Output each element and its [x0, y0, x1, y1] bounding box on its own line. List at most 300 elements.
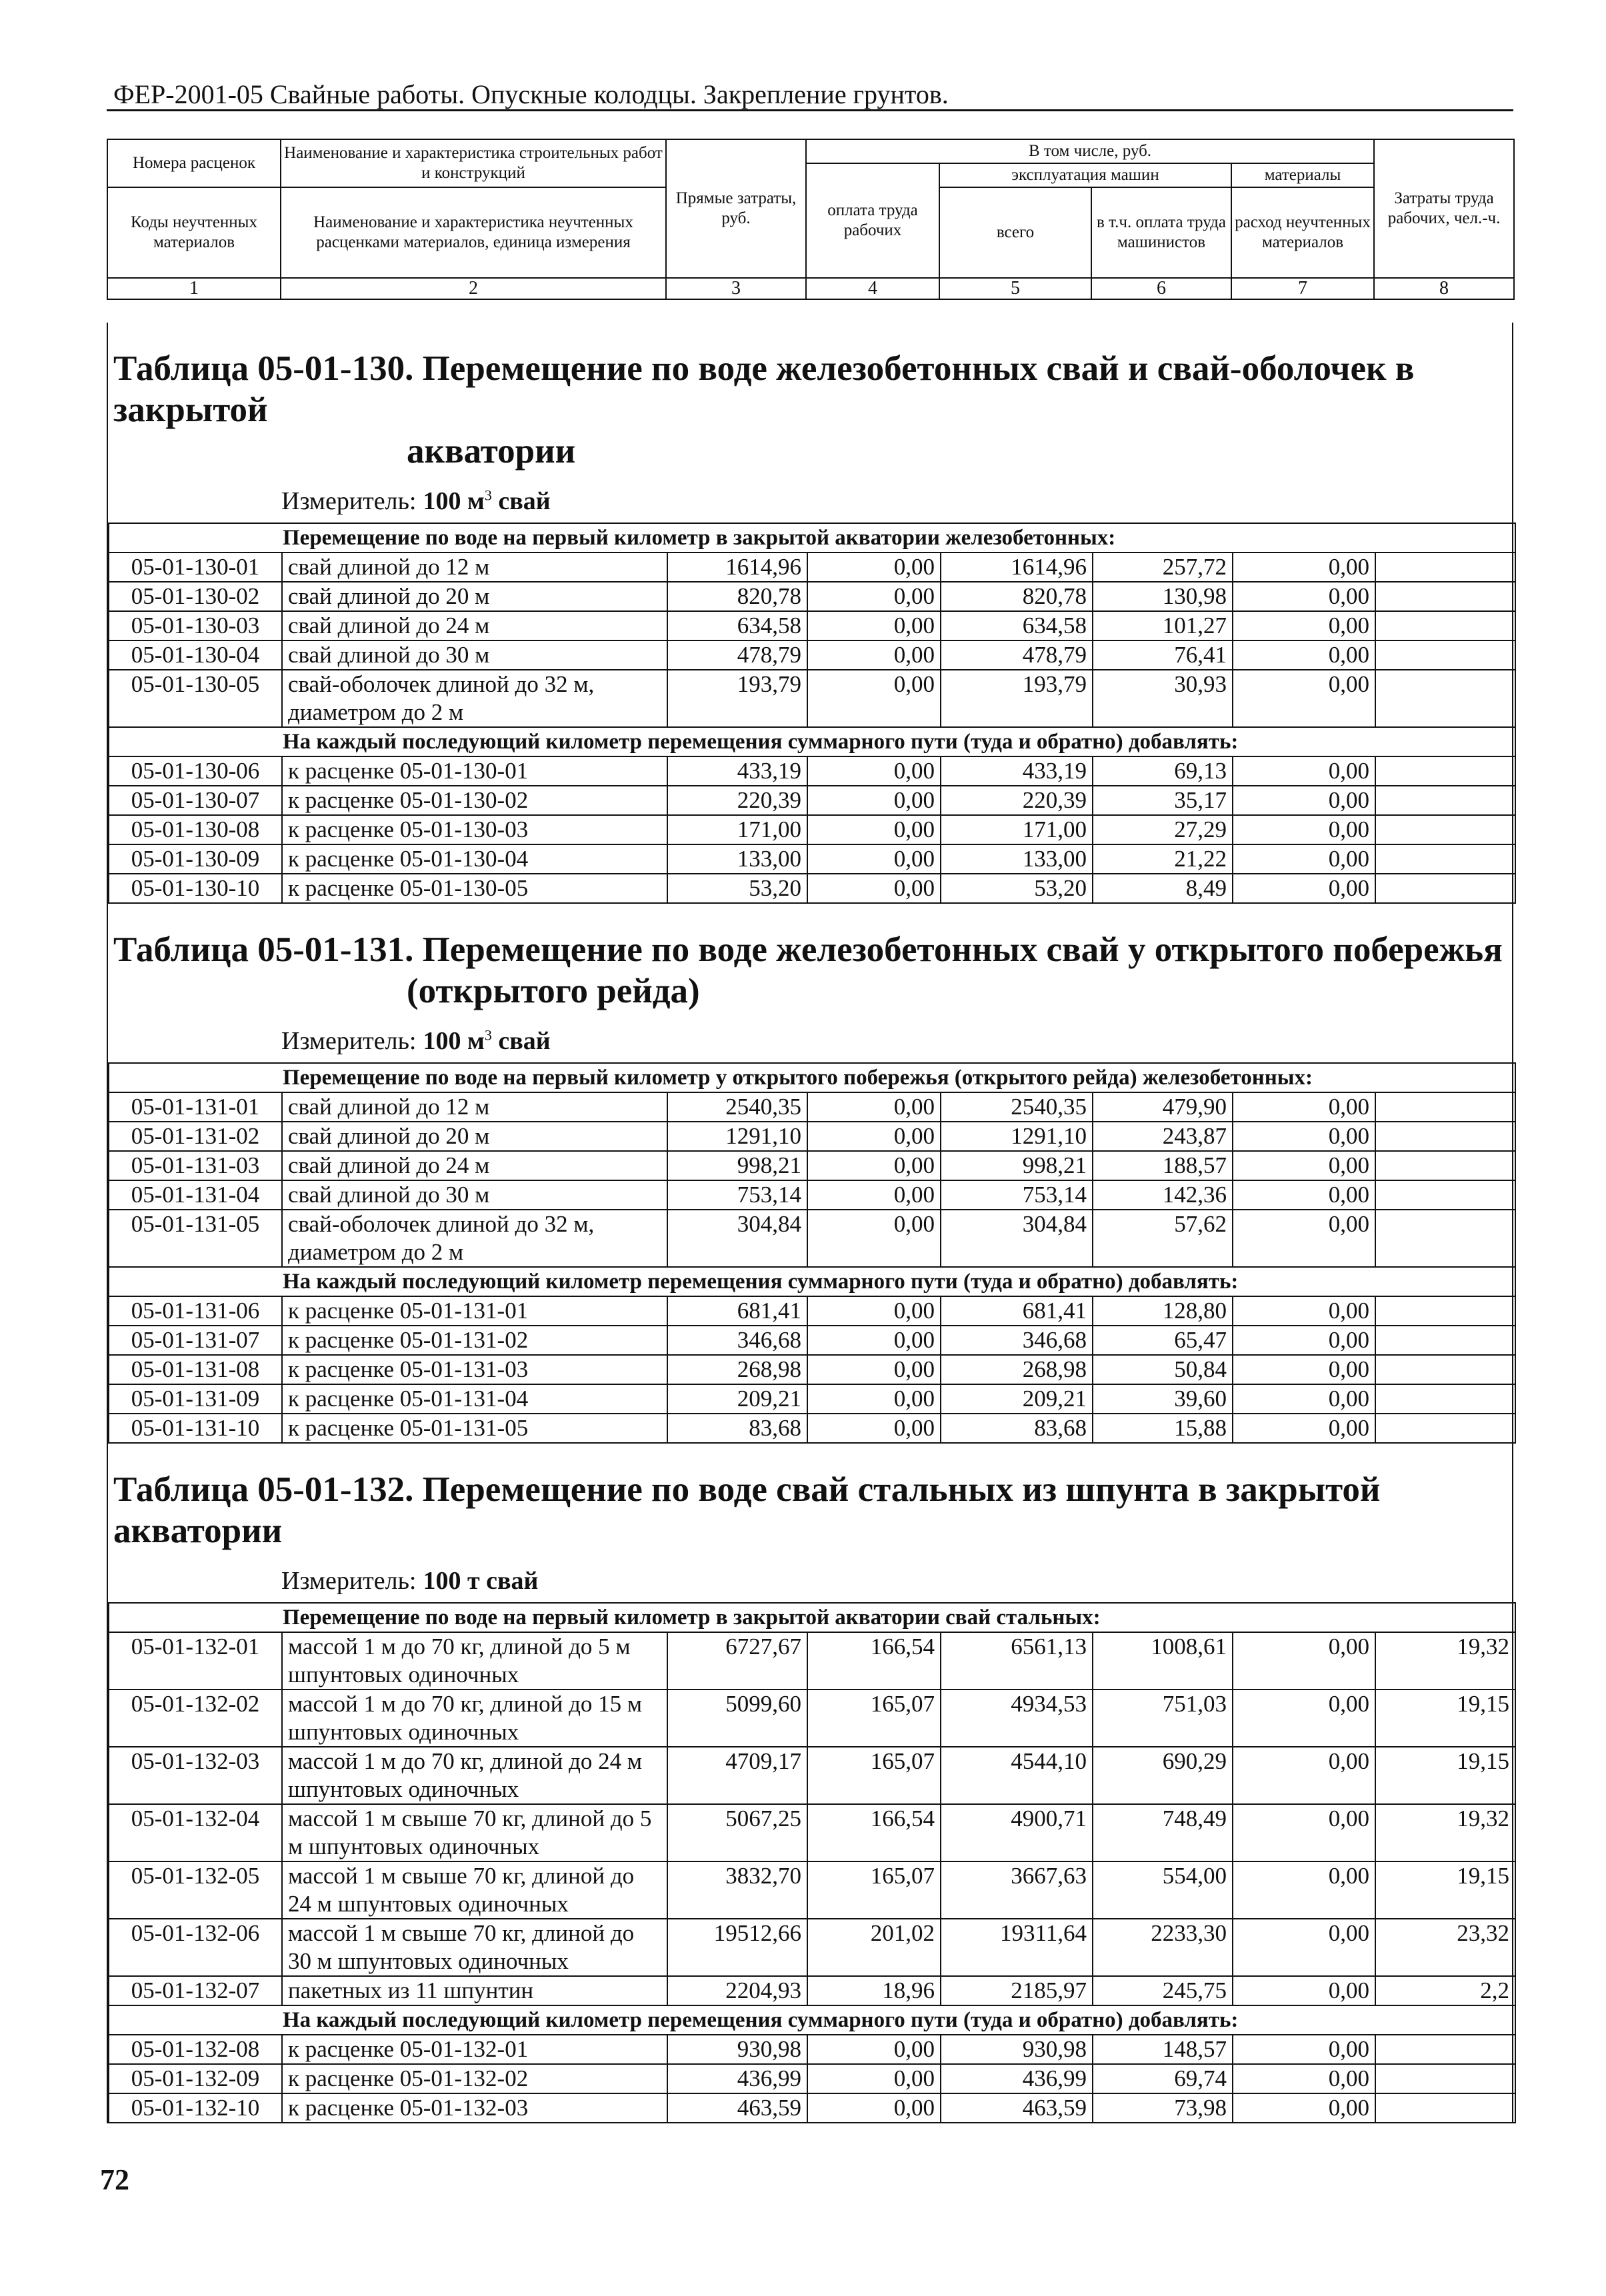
unit-label: Измеритель: — [281, 1567, 417, 1595]
workers-pay: 0,00 — [807, 553, 941, 582]
labor-hours: 2,2 — [1375, 1976, 1515, 2005]
work-name: массой 1 м свыше 70 кг, длиной до 24 м шпунтовых одиночных — [282, 1861, 667, 1919]
labor-hours — [1375, 1122, 1515, 1151]
rate-code: 05-01-130-05 — [109, 670, 282, 727]
rates-table — [108, 1062, 1516, 1444]
header-number: 7 — [1231, 278, 1374, 299]
work-name: к расценке 05-01-130-01 — [282, 756, 667, 786]
direct-costs: 6727,67 — [667, 1632, 807, 1690]
work-name: к расценке 05-01-131-02 — [282, 1326, 667, 1355]
direct-costs: 820,78 — [667, 582, 807, 611]
operators-pay: 69,13 — [1093, 756, 1233, 786]
work-name: к расценке 05-01-131-04 — [282, 1384, 667, 1414]
operators-pay: 748,49 — [1093, 1804, 1233, 1861]
rate-code: 05-01-131-10 — [109, 1414, 282, 1443]
table-row — [109, 1180, 1515, 1210]
operators-pay: 65,47 — [1093, 1326, 1233, 1355]
operators-pay: 148,57 — [1093, 2035, 1233, 2064]
materials-consumption: 0,00 — [1233, 1296, 1375, 1326]
work-name: массой 1 м до 70 кг, длиной до 24 м шпунтовых одиночных — [282, 1747, 667, 1804]
table-row — [109, 1747, 1515, 1804]
workers-pay: 0,00 — [807, 582, 941, 611]
direct-costs: 436,99 — [667, 2064, 807, 2093]
unit-of-measure — [108, 1017, 1512, 1062]
operators-pay: 27,29 — [1093, 815, 1233, 844]
workers-pay: 0,00 — [807, 815, 941, 844]
workers-pay: 165,07 — [807, 1690, 941, 1747]
materials-consumption: 0,00 — [1233, 1976, 1375, 2005]
unit-exponent: 3 — [484, 487, 492, 504]
rate-code: 05-01-131-04 — [109, 1180, 282, 1210]
labor-hours: 19,15 — [1375, 1690, 1515, 1747]
table-row — [109, 815, 1515, 844]
direct-costs: 998,21 — [667, 1151, 807, 1180]
machines-total: 193,79 — [941, 670, 1093, 727]
header-number: 8 — [1374, 278, 1514, 299]
page-header: ФЕР-2001-05 Свайные работы. Опускные колодцы. Закрепление грунтов. — [113, 79, 949, 109]
work-name: свай-оболочек длиной до 32 м, диаметром до 2 м — [282, 670, 667, 727]
labor-hours — [1375, 2093, 1515, 2123]
rates-table — [108, 1602, 1516, 2123]
direct-costs: 930,98 — [667, 2035, 807, 2064]
operators-pay: 243,87 — [1093, 1122, 1233, 1151]
workers-pay: 0,00 — [807, 1122, 941, 1151]
operators-pay: 130,98 — [1093, 582, 1233, 611]
operators-pay: 128,80 — [1093, 1296, 1233, 1326]
header-work-name: Наименование и характеристика строительных работ и конструкций — [281, 139, 666, 187]
direct-costs: 4709,17 — [667, 1747, 807, 1804]
header-number: 5 — [939, 278, 1091, 299]
table-row — [109, 1976, 1515, 2005]
rate-table-section — [107, 904, 1513, 1444]
materials-consumption: 0,00 — [1233, 1326, 1375, 1355]
work-name: к расценке 05-01-132-01 — [282, 2035, 667, 2064]
table-row — [109, 844, 1515, 874]
materials-consumption: 0,00 — [1233, 1414, 1375, 1443]
materials-consumption: 0,00 — [1233, 1384, 1375, 1414]
workers-pay: 0,00 — [807, 1151, 941, 1180]
table-row — [109, 2093, 1515, 2123]
table-title-line: Таблица 05-01-132. Перемещение по воде свай стальных из шпунта в закрытой акватории — [113, 1470, 1381, 1550]
direct-costs: 681,41 — [667, 1296, 807, 1326]
materials-consumption: 0,00 — [1233, 756, 1375, 786]
table-row — [109, 1092, 1515, 1122]
header-materials: материалы — [1231, 163, 1374, 187]
workers-pay: 0,00 — [807, 670, 941, 727]
rate-code: 05-01-131-08 — [109, 1355, 282, 1384]
group-heading-row — [109, 1603, 1515, 1632]
table-row — [109, 2064, 1515, 2093]
table-row — [109, 1632, 1515, 1690]
machines-total: 436,99 — [941, 2064, 1093, 2093]
work-name: пакетных из 11 шпунтин — [282, 1976, 667, 2005]
group-heading: На каждый последующий километр перемещения суммарного пути (туда и обратно) добавлять: — [109, 1267, 1515, 1296]
operators-pay: 2233,30 — [1093, 1919, 1233, 1976]
work-name: свай длиной до 30 м — [282, 640, 667, 670]
table-row — [109, 582, 1515, 611]
direct-costs: 346,68 — [667, 1326, 807, 1355]
workers-pay: 0,00 — [807, 2035, 941, 2064]
operators-pay: 142,36 — [1093, 1180, 1233, 1210]
header-machines: эксплуатация машин — [939, 163, 1231, 187]
unit-of-measure — [108, 1557, 1512, 1602]
direct-costs: 53,20 — [667, 874, 807, 903]
direct-costs: 171,00 — [667, 815, 807, 844]
machines-total: 998,21 — [941, 1151, 1093, 1180]
operators-pay: 76,41 — [1093, 640, 1233, 670]
labor-hours — [1375, 582, 1515, 611]
direct-costs: 634,58 — [667, 611, 807, 640]
group-heading: Перемещение по воде на первый километр в закрытой акватории железобетонных: — [109, 523, 1515, 553]
machines-total: 820,78 — [941, 582, 1093, 611]
labor-hours — [1375, 670, 1515, 727]
labor-hours — [1375, 844, 1515, 874]
rate-code: 05-01-130-10 — [109, 874, 282, 903]
operators-pay: 1008,61 — [1093, 1632, 1233, 1690]
materials-consumption: 0,00 — [1233, 815, 1375, 844]
machines-total: 478,79 — [941, 640, 1093, 670]
header-rate-numbers: Номера расценок — [107, 139, 281, 187]
machines-total: 171,00 — [941, 815, 1093, 844]
header-workers-pay: оплата труда рабочих — [806, 163, 939, 278]
materials-consumption: 0,00 — [1233, 1919, 1375, 1976]
work-name: свай-оболочек длиной до 32 м, диаметром до 2 м — [282, 1210, 667, 1267]
workers-pay: 165,07 — [807, 1861, 941, 1919]
rate-code: 05-01-132-08 — [109, 2035, 282, 2064]
direct-costs: 220,39 — [667, 786, 807, 815]
table-row — [109, 1414, 1515, 1443]
workers-pay: 18,96 — [807, 1976, 941, 2005]
header-number: 2 — [281, 278, 666, 299]
header-number: 1 — [107, 278, 281, 299]
labor-hours — [1375, 1210, 1515, 1267]
direct-costs: 5099,60 — [667, 1690, 807, 1747]
workers-pay: 0,00 — [807, 756, 941, 786]
materials-consumption: 0,00 — [1233, 786, 1375, 815]
direct-costs: 478,79 — [667, 640, 807, 670]
machines-total: 1291,10 — [941, 1122, 1093, 1151]
machines-total: 2185,97 — [941, 1976, 1093, 2005]
operators-pay: 554,00 — [1093, 1861, 1233, 1919]
operators-pay: 35,17 — [1093, 786, 1233, 815]
direct-costs: 5067,25 — [667, 1804, 807, 1861]
work-name: к расценке 05-01-130-03 — [282, 815, 667, 844]
workers-pay: 165,07 — [807, 1747, 941, 1804]
rate-code: 05-01-130-06 — [109, 756, 282, 786]
operators-pay: 751,03 — [1093, 1690, 1233, 1747]
group-heading-row — [109, 1063, 1515, 1092]
materials-consumption: 0,00 — [1233, 2035, 1375, 2064]
group-heading: Перемещение по воде на первый километр у открытого побережья (открытого рейда) железобетонных: — [109, 1063, 1515, 1092]
rate-code: 05-01-130-02 — [109, 582, 282, 611]
workers-pay: 0,00 — [807, 1384, 941, 1414]
work-name: свай длиной до 24 м — [282, 611, 667, 640]
labor-hours: 19,32 — [1375, 1804, 1515, 1861]
group-heading: Перемещение по воде на первый километр в закрытой акватории свай стальных: — [109, 1603, 1515, 1632]
materials-consumption: 0,00 — [1233, 2064, 1375, 2093]
materials-consumption: 0,00 — [1233, 1747, 1375, 1804]
work-name: к расценке 05-01-131-03 — [282, 1355, 667, 1384]
operators-pay: 69,74 — [1093, 2064, 1233, 2093]
materials-consumption: 0,00 — [1233, 1861, 1375, 1919]
machines-total: 220,39 — [941, 786, 1093, 815]
direct-costs: 1614,96 — [667, 553, 807, 582]
unit-label: Измеритель: — [281, 487, 417, 515]
table-row — [109, 2035, 1515, 2064]
workers-pay: 201,02 — [807, 1919, 941, 1976]
materials-consumption: 0,00 — [1233, 844, 1375, 874]
rate-code: 05-01-132-04 — [109, 1804, 282, 1861]
workers-pay: 0,00 — [807, 2093, 941, 2123]
machines-total: 268,98 — [941, 1355, 1093, 1384]
table-title-line: Таблица 05-01-131. Перемещение по воде железобетонных свай у открытого побережья — [113, 930, 1503, 969]
rate-table-section — [107, 1444, 1513, 2123]
header-unaccounted-name: Наименование и характеристика неучтенных расценками материалов, единица измерения — [281, 187, 666, 278]
header-direct-costs: Прямые затраты, руб. — [666, 139, 806, 278]
table-row — [109, 611, 1515, 640]
operators-pay: 21,22 — [1093, 844, 1233, 874]
materials-consumption: 0,00 — [1233, 1151, 1375, 1180]
header-rule — [107, 109, 1513, 111]
machines-total: 1614,96 — [941, 553, 1093, 582]
rates-table — [108, 523, 1516, 904]
materials-consumption: 0,00 — [1233, 553, 1375, 582]
machines-total: 53,20 — [941, 874, 1093, 903]
table-row — [109, 786, 1515, 815]
work-name: к расценке 05-01-132-03 — [282, 2093, 667, 2123]
work-name: свай длиной до 24 м — [282, 1151, 667, 1180]
unit-object: свай — [491, 1027, 551, 1055]
header-unaccounted-codes: Коды неучтенных материалов — [107, 187, 281, 278]
operators-pay: 73,98 — [1093, 2093, 1233, 2123]
unit-of-measure — [108, 477, 1512, 523]
operators-pay: 245,75 — [1093, 1976, 1233, 2005]
machines-total: 753,14 — [941, 1180, 1093, 1210]
labor-hours — [1375, 1326, 1515, 1355]
group-heading-row — [109, 2005, 1515, 2035]
work-name: свай длиной до 30 м — [282, 1180, 667, 1210]
direct-costs: 433,19 — [667, 756, 807, 786]
labor-hours — [1375, 1151, 1515, 1180]
rate-code: 05-01-132-10 — [109, 2093, 282, 2123]
machines-total: 83,68 — [941, 1414, 1093, 1443]
rate-code: 05-01-131-03 — [109, 1151, 282, 1180]
work-name: к расценке 05-01-131-05 — [282, 1414, 667, 1443]
table-row — [109, 553, 1515, 582]
operators-pay: 479,90 — [1093, 1092, 1233, 1122]
workers-pay: 0,00 — [807, 1355, 941, 1384]
workers-pay: 0,00 — [807, 1210, 941, 1267]
work-name: к расценке 05-01-131-01 — [282, 1296, 667, 1326]
direct-costs: 463,59 — [667, 2093, 807, 2123]
group-heading-row — [109, 727, 1515, 756]
operators-pay: 15,88 — [1093, 1414, 1233, 1443]
rate-code: 05-01-131-09 — [109, 1384, 282, 1414]
table-row — [109, 1296, 1515, 1326]
rate-table-section — [107, 323, 1513, 904]
table-row — [109, 1861, 1515, 1919]
rate-code: 05-01-130-01 — [109, 553, 282, 582]
machines-total: 3667,63 — [941, 1861, 1093, 1919]
operators-pay: 57,62 — [1093, 1210, 1233, 1267]
rate-code: 05-01-130-08 — [109, 815, 282, 844]
work-name: к расценке 05-01-130-02 — [282, 786, 667, 815]
work-name: массой 1 м до 70 кг, длиной до 15 м шпунтовых одиночных — [282, 1690, 667, 1747]
materials-consumption: 0,00 — [1233, 611, 1375, 640]
labor-hours — [1375, 1092, 1515, 1122]
materials-consumption: 0,00 — [1233, 1355, 1375, 1384]
labor-hours — [1375, 553, 1515, 582]
rate-code: 05-01-131-02 — [109, 1122, 282, 1151]
rate-tables — [107, 323, 1513, 2123]
header-number: 3 — [666, 278, 806, 299]
labor-hours — [1375, 1296, 1515, 1326]
workers-pay: 0,00 — [807, 2064, 941, 2093]
machines-total: 2540,35 — [941, 1092, 1093, 1122]
table-title — [108, 904, 1512, 1017]
header-machines-total: всего — [939, 187, 1091, 278]
rate-code: 05-01-130-03 — [109, 611, 282, 640]
workers-pay: 0,00 — [807, 1414, 941, 1443]
unit-label: Измеритель: — [281, 1027, 417, 1055]
machines-total: 133,00 — [941, 844, 1093, 874]
direct-costs: 133,00 — [667, 844, 807, 874]
labor-hours — [1375, 640, 1515, 670]
labor-hours — [1375, 874, 1515, 903]
workers-pay: 0,00 — [807, 844, 941, 874]
rate-code: 05-01-132-01 — [109, 1632, 282, 1690]
direct-costs: 1291,10 — [667, 1122, 807, 1151]
labor-hours — [1375, 1180, 1515, 1210]
machines-total: 930,98 — [941, 2035, 1093, 2064]
table-row — [109, 1919, 1515, 1976]
work-name: к расценке 05-01-132-02 — [282, 2064, 667, 2093]
direct-costs: 2540,35 — [667, 1092, 807, 1122]
rate-code: 05-01-131-07 — [109, 1326, 282, 1355]
table-row — [109, 1690, 1515, 1747]
group-heading: На каждый последующий километр перемещения суммарного пути (туда и обратно) добавлять: — [109, 727, 1515, 756]
workers-pay: 0,00 — [807, 1296, 941, 1326]
table-title — [108, 1444, 1512, 1557]
table-row — [109, 1210, 1515, 1267]
labor-hours — [1375, 815, 1515, 844]
column-header-table — [107, 139, 1515, 300]
table-row — [109, 1384, 1515, 1414]
direct-costs: 193,79 — [667, 670, 807, 727]
operators-pay: 30,93 — [1093, 670, 1233, 727]
work-name: массой 1 м свыше 70 кг, длиной до 30 м шпунтовых одиночных — [282, 1919, 667, 1976]
rate-code: 05-01-132-03 — [109, 1747, 282, 1804]
unit-exponent: 3 — [484, 1026, 492, 1044]
header-materials-consumption: расход неучтенных материалов — [1231, 187, 1374, 278]
labor-hours — [1375, 2064, 1515, 2093]
table-row — [109, 1326, 1515, 1355]
direct-costs: 19512,66 — [667, 1919, 807, 1976]
machines-total: 4900,71 — [941, 1804, 1093, 1861]
materials-consumption: 0,00 — [1233, 2093, 1375, 2123]
machines-total: 634,58 — [941, 611, 1093, 640]
unit-value: 100 м — [423, 1027, 485, 1055]
header-including: В том числе, руб. — [806, 139, 1374, 163]
machines-total: 6561,13 — [941, 1632, 1093, 1690]
labor-hours — [1375, 756, 1515, 786]
work-name: к расценке 05-01-130-05 — [282, 874, 667, 903]
table-row — [109, 1804, 1515, 1861]
workers-pay: 0,00 — [807, 1326, 941, 1355]
rate-code: 05-01-131-01 — [109, 1092, 282, 1122]
rate-code: 05-01-131-06 — [109, 1296, 282, 1326]
labor-hours — [1375, 786, 1515, 815]
materials-consumption: 0,00 — [1233, 670, 1375, 727]
table-title-line: (открытого рейда) — [407, 972, 700, 1010]
page-number: 72 — [100, 2163, 129, 2196]
work-name: массой 1 м до 70 кг, длиной до 5 м шпунтовых одиночных — [282, 1632, 667, 1690]
labor-hours — [1375, 2035, 1515, 2064]
unit-value: 100 т — [423, 1567, 480, 1595]
workers-pay: 0,00 — [807, 1092, 941, 1122]
table-row — [109, 1355, 1515, 1384]
table-row — [109, 756, 1515, 786]
direct-costs: 209,21 — [667, 1384, 807, 1414]
direct-costs: 83,68 — [667, 1414, 807, 1443]
rate-code: 05-01-132-05 — [109, 1861, 282, 1919]
materials-consumption: 0,00 — [1233, 874, 1375, 903]
rate-code: 05-01-131-05 — [109, 1210, 282, 1267]
rate-code: 05-01-132-02 — [109, 1690, 282, 1747]
work-name: свай длиной до 12 м — [282, 1092, 667, 1122]
group-heading-row — [109, 1267, 1515, 1296]
operators-pay: 39,60 — [1093, 1384, 1233, 1414]
materials-consumption: 0,00 — [1233, 1122, 1375, 1151]
materials-consumption: 0,00 — [1233, 640, 1375, 670]
table-row — [109, 1122, 1515, 1151]
work-name: свай длиной до 20 м — [282, 1122, 667, 1151]
operators-pay: 188,57 — [1093, 1151, 1233, 1180]
machines-total: 19311,64 — [941, 1919, 1093, 1976]
machines-total: 209,21 — [941, 1384, 1093, 1414]
group-heading: На каждый последующий километр перемещения суммарного пути (туда и обратно) добавлять: — [109, 2005, 1515, 2035]
rate-code: 05-01-132-09 — [109, 2064, 282, 2093]
materials-consumption: 0,00 — [1233, 1092, 1375, 1122]
workers-pay: 166,54 — [807, 1632, 941, 1690]
machines-total: 463,59 — [941, 2093, 1093, 2123]
workers-pay: 0,00 — [807, 640, 941, 670]
labor-hours — [1375, 611, 1515, 640]
workers-pay: 0,00 — [807, 786, 941, 815]
workers-pay: 166,54 — [807, 1804, 941, 1861]
work-name: свай длиной до 20 м — [282, 582, 667, 611]
header-labor-costs: Затраты труда рабочих, чел.-ч. — [1374, 139, 1514, 278]
direct-costs: 304,84 — [667, 1210, 807, 1267]
unit-object: свай — [479, 1567, 539, 1595]
direct-costs: 3832,70 — [667, 1861, 807, 1919]
labor-hours: 19,15 — [1375, 1747, 1515, 1804]
workers-pay: 0,00 — [807, 1180, 941, 1210]
machines-total: 433,19 — [941, 756, 1093, 786]
work-name: к расценке 05-01-130-04 — [282, 844, 667, 874]
operators-pay: 50,84 — [1093, 1355, 1233, 1384]
table-row — [109, 1151, 1515, 1180]
table-title-line: акватории — [407, 432, 576, 471]
labor-hours: 19,15 — [1375, 1861, 1515, 1919]
machines-total: 346,68 — [941, 1326, 1093, 1355]
workers-pay: 0,00 — [807, 874, 941, 903]
machines-total: 681,41 — [941, 1296, 1093, 1326]
work-name: массой 1 м свыше 70 кг, длиной до 5 м шпунтовых одиночных — [282, 1804, 667, 1861]
header-operators-pay: в т.ч. оплата труда машинистов — [1091, 187, 1231, 278]
labor-hours: 23,32 — [1375, 1919, 1515, 1976]
labor-hours — [1375, 1355, 1515, 1384]
